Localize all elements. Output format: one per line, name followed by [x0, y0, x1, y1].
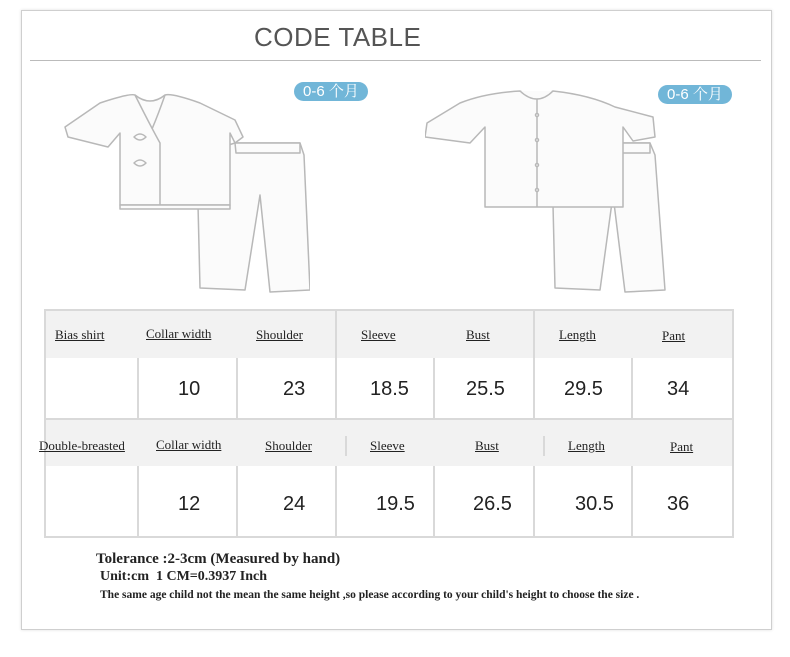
row2-bust-value: 26.5: [473, 493, 512, 515]
row1-sleeve-header: Sleeve: [361, 327, 396, 342]
row1-length-value: 29.5: [564, 378, 603, 400]
row2-pant-value: 36: [667, 493, 690, 515]
row2-sleeve-value: 19.5: [376, 493, 415, 515]
row2-sleeve-header: Sleeve: [370, 438, 405, 453]
bias-shirt-illustration: [60, 85, 310, 300]
row1-pant-header: Pant: [662, 328, 686, 343]
unit-note: Unit:cm 1 CM=0.3937 Inch: [100, 569, 268, 584]
double-breasted-illustration: [425, 85, 670, 300]
row1-name: Bias shirt: [55, 327, 105, 342]
row2-bust-header: Bust: [475, 438, 499, 453]
row1-length-header: Length: [559, 327, 596, 342]
row1-shoulder-value: 23: [283, 378, 306, 400]
size-disclaimer: The same age child not the mean the same height ,so please according to your child's height to choose the size .: [100, 589, 640, 601]
row2-collar-width-header: Collar width: [156, 437, 222, 452]
row1-shoulder-header: Shoulder: [256, 327, 303, 342]
row1-collar-width-value: 10: [178, 378, 201, 400]
page-title: CODE TABLE: [254, 22, 422, 52]
row2-shoulder-header: Shoulder: [265, 438, 312, 453]
row2-pant-header: Pant: [670, 439, 694, 454]
title-divider: [30, 60, 761, 61]
tolerance-note: Tolerance :2-3cm (Measured by hand): [96, 551, 341, 567]
row2-collar-width-value: 12: [178, 493, 201, 515]
row1-bust-header: Bust: [466, 327, 490, 342]
row1-sleeve-value: 18.5: [370, 378, 409, 400]
row1-pant-value: 34: [667, 378, 690, 400]
row2-length-value: 30.5: [575, 493, 614, 515]
row2-shoulder-value: 24: [283, 493, 306, 515]
age-badge: 0-6 个月: [658, 85, 732, 104]
row2-name: Double-breasted: [39, 438, 125, 453]
age-badge: 0-6 个月: [294, 82, 368, 101]
row1-bust-value: 25.5: [466, 378, 505, 400]
row1-collar-width-header: Collar width: [146, 326, 212, 341]
row2-length-header: Length: [568, 438, 605, 453]
